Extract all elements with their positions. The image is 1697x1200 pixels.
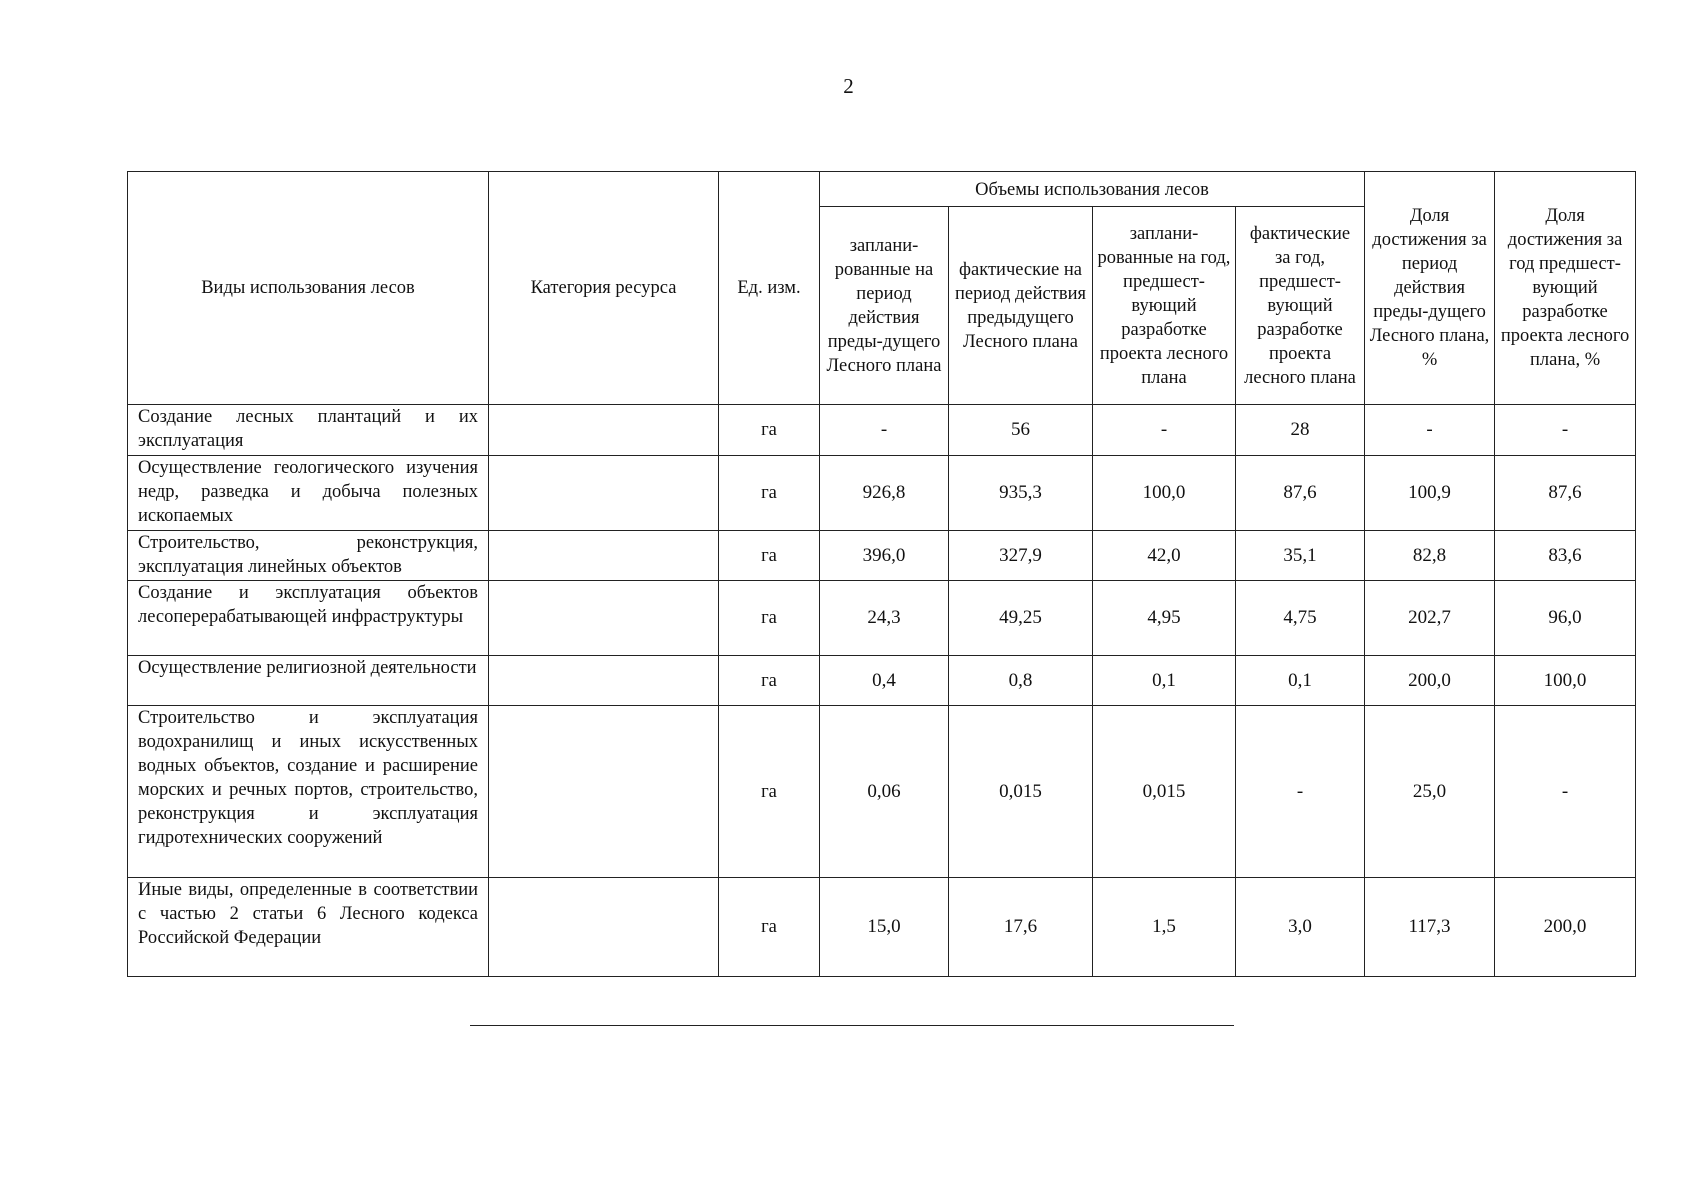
row-share-period: 200,0 [1365,656,1495,706]
row-share-period: 100,9 [1365,456,1495,531]
header-share-period: Доля достижения за период действия преды-дущего Лесного плана, % [1365,172,1495,405]
row-actual-year: 4,75 [1236,581,1365,656]
row-share-period: 117,3 [1365,878,1495,977]
row-kind: Осуществление религиозной деятельности [128,656,489,706]
row-share-year: 83,6 [1495,531,1636,581]
row-unit: га [719,706,820,878]
row-unit: га [719,456,820,531]
row-kind: Строительство и эксплуатация водохранилищ и иных искусственных водных объектов, создание и расширение морских и речных портов, строительство, реконструкция и эксплуатация гидротехнических сооружений [128,706,489,878]
row-planned-period: 24,3 [820,581,949,656]
row-planned-period: - [820,405,949,456]
row-share-period: 202,7 [1365,581,1495,656]
row-actual-year: 0,1 [1236,656,1365,706]
row-actual-year: 35,1 [1236,531,1365,581]
row-category [489,581,719,656]
row-share-year: 100,0 [1495,656,1636,706]
row-planned-period: 0,4 [820,656,949,706]
row-planned-year: 100,0 [1093,456,1236,531]
row-actual-period: 17,6 [949,878,1093,977]
row-share-year: - [1495,405,1636,456]
row-actual-year: - [1236,706,1365,878]
row-actual-period: 56 [949,405,1093,456]
closing-rule [470,1025,1234,1026]
row-unit: га [719,878,820,977]
table-row [128,405,1636,456]
header-volumes-group: Объемы использования лесов [820,172,1365,207]
row-planned-year: 0,1 [1093,656,1236,706]
row-planned-year: 0,015 [1093,706,1236,878]
header-row-top [128,172,1636,207]
row-planned-year: 42,0 [1093,531,1236,581]
row-kind: Создание и эксплуатация объектов лесоперерабатывающей инфраструктуры [128,581,489,656]
row-share-period: - [1365,405,1495,456]
row-unit: га [719,405,820,456]
row-share-year: 87,6 [1495,456,1636,531]
row-kind: Осуществление геологического изучения недр, разведка и добыча полезных ископаемых [128,456,489,531]
row-share-year: 200,0 [1495,878,1636,977]
row-actual-period: 0,015 [949,706,1093,878]
page-number: 2 [843,74,854,98]
row-planned-period: 0,06 [820,706,949,878]
row-planned-year: 4,95 [1093,581,1236,656]
header-planned-year: заплани-рованные на год, предшест-вующий разработке проекта лесного плана [1093,207,1236,405]
header-planned-period: заплани-рованные на период действия преды-дущего Лесного плана [820,207,949,405]
row-planned-year: 1,5 [1093,878,1236,977]
row-unit: га [719,581,820,656]
row-share-period: 25,0 [1365,706,1495,878]
row-planned-period: 926,8 [820,456,949,531]
row-actual-period: 49,25 [949,581,1093,656]
row-category [489,456,719,531]
row-kind: Иные виды, определенные в соответствии с частью 2 статьи 6 Лесного кодекса Российской Федерации [128,878,489,977]
row-unit: га [719,531,820,581]
row-planned-period: 15,0 [820,878,949,977]
table-row [128,656,1636,706]
row-kind: Строительство, реконструкция, эксплуатация линейных объектов [128,531,489,581]
row-category [489,405,719,456]
row-actual-year: 87,6 [1236,456,1365,531]
row-actual-year: 28 [1236,405,1365,456]
row-actual-year: 3,0 [1236,878,1365,977]
table-row [128,878,1636,977]
row-category [489,878,719,977]
header-actual-period: фактические на период действия предыдущего Лесного плана [949,207,1093,405]
row-planned-year: - [1093,405,1236,456]
forest-use-table [127,171,1636,977]
header-actual-year: фактические за год, предшест-вующий разработке проекта лесного плана [1236,207,1365,405]
row-share-period: 82,8 [1365,531,1495,581]
header-unit: Ед. изм. [719,172,820,405]
table-row [128,706,1636,878]
row-actual-period: 0,8 [949,656,1093,706]
row-kind: Создание лесных плантаций и их эксплуатация [128,405,489,456]
header-kind: Виды использования лесов [128,172,489,405]
row-planned-period: 396,0 [820,531,949,581]
header-category: Категория ресурса [489,172,719,405]
row-share-year: 96,0 [1495,581,1636,656]
row-share-year: - [1495,706,1636,878]
row-category [489,706,719,878]
row-category [489,656,719,706]
row-actual-period: 935,3 [949,456,1093,531]
table-row [128,456,1636,531]
row-unit: га [719,656,820,706]
table-row [128,581,1636,656]
header-share-year: Доля достижения за год предшест-вующий разработке проекта лесного плана, % [1495,172,1636,405]
row-actual-period: 327,9 [949,531,1093,581]
row-category [489,531,719,581]
table-row [128,531,1636,581]
